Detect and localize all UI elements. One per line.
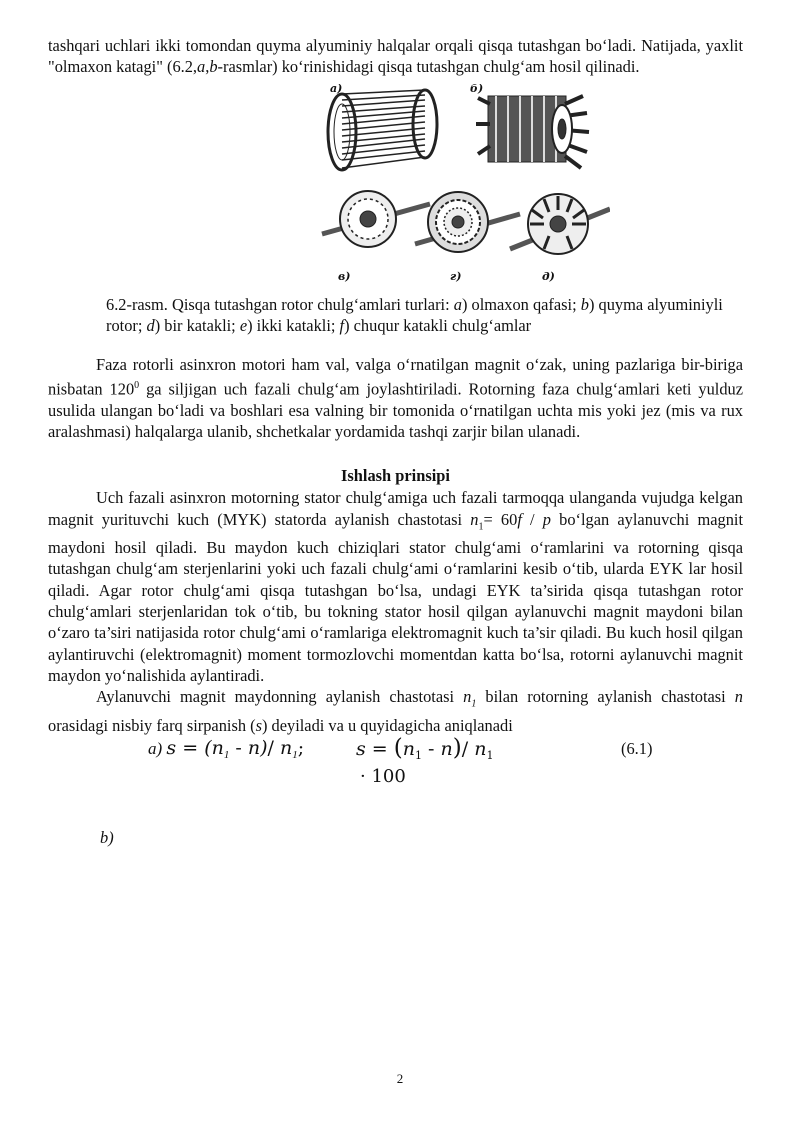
slip-s: s bbox=[255, 715, 262, 735]
intro-ref-a: a bbox=[197, 57, 206, 77]
principle-p: p bbox=[542, 509, 551, 529]
formula-a-eq: = bbox=[176, 737, 205, 760]
formula-a-n1: n bbox=[211, 737, 224, 760]
slip-text-1: Aylanuvchi magnit maydonning aylanish chastotasi bbox=[96, 687, 464, 707]
formula-b-s: s bbox=[356, 738, 366, 761]
formula-a-n: n bbox=[247, 737, 261, 760]
paragraph-slip bbox=[48, 686, 743, 736]
formula-b-multiplier: · 100 bbox=[360, 766, 406, 788]
phase-text-2: ga siljigan uch fazali chulg‘am joylashtiriladi. Rotorning faza chulg‘amlari keti yulduz usulida ulangan bo‘ladi va boshlari esa valning bir tomonida o‘rnatilgan uchta mis yoki jez (mis va rux aralashmasi) halqalarga ulanib, shchetkalar yordamida tashqi zarjir bilan ulanadi. bbox=[48, 379, 743, 441]
phase-text-1: Faza rotorli asinxron motori ham val, valga o‘rnatilgan magnit o‘zak, uning pazlariga bir-biriga nisbatan 120 bbox=[48, 354, 743, 399]
formula-label-a: a) bbox=[148, 739, 163, 759]
formula-a-close: ) bbox=[260, 737, 268, 760]
caption-f: f bbox=[339, 315, 345, 335]
formula-b-open: ( bbox=[393, 735, 403, 762]
formula-a bbox=[148, 738, 304, 766]
formula-a-n1-sub: 1 bbox=[223, 749, 230, 762]
rotor-illustration bbox=[320, 84, 610, 284]
formula-b-slash: / bbox=[461, 738, 475, 761]
formula-6-1 bbox=[48, 735, 743, 804]
formula-a-minus: - bbox=[229, 737, 248, 760]
squirrel-cage-drawing bbox=[328, 90, 437, 170]
formula-a-open: ( bbox=[204, 737, 212, 760]
section-heading: Ishlash prinsipi bbox=[341, 466, 450, 486]
paragraph-phase-rotor bbox=[48, 354, 743, 443]
principle-text-2: = 60 bbox=[483, 509, 518, 529]
formula-label-b: b) bbox=[100, 828, 114, 847]
formula-b bbox=[356, 735, 494, 766]
degree-sup: 0 bbox=[134, 379, 140, 391]
intro-text-2: -rasmlar) ko‘rinishidagi qisqa tutashgan chulg‘am hosil qilinadi. bbox=[217, 57, 640, 77]
intro-sep: , bbox=[205, 57, 210, 77]
page-content bbox=[48, 35, 743, 804]
formula-b-minus: - bbox=[422, 738, 441, 761]
cast-rotor-drawing bbox=[476, 96, 589, 168]
slip-n1: n bbox=[463, 687, 472, 707]
paragraph-intro bbox=[48, 35, 743, 78]
formula-b-close: ) bbox=[452, 735, 462, 762]
formula-b-n1-sub: 1 bbox=[415, 749, 422, 763]
deep-bar-rotor-drawing bbox=[510, 194, 610, 254]
intro-ref-b: b bbox=[209, 57, 218, 77]
paragraph-principle bbox=[48, 487, 743, 686]
figure-label-a: a) bbox=[330, 83, 343, 95]
formula-a-den-sub: 1 bbox=[292, 749, 298, 762]
caption-text-2: ) olmaxon qafasi; bbox=[461, 294, 581, 314]
slip-n1-sub: 1 bbox=[471, 698, 477, 710]
caption-d: d bbox=[146, 315, 155, 335]
formula-a-s: s bbox=[166, 737, 177, 760]
single-cage-rotor-drawing bbox=[322, 191, 430, 247]
principle-n: n bbox=[470, 509, 479, 529]
rotor-figure bbox=[320, 84, 610, 284]
figure-caption bbox=[106, 294, 736, 336]
caption-text-4: ) bir katakli; bbox=[154, 315, 240, 335]
figure-label-b: б) bbox=[470, 83, 484, 95]
formula-b-n: n bbox=[440, 738, 453, 761]
caption-text-5: ) ikki katakli; bbox=[247, 315, 340, 335]
figure-label-g: г) bbox=[450, 269, 462, 283]
slip-text-2: bilan rotorning aylanish chastotasi bbox=[476, 687, 735, 707]
intro-text-1: tashqari uchlari ikki tomondan quyma alyuminiy halqalar orqali qisqa tutashgan bo‘ladi. Natijada, yaxlit "olmaxon katagi" (6.2, bbox=[48, 36, 743, 77]
caption-text-1: 6.2-rasm. Qisqa tutashgan rotor chulg‘amlari turlari: bbox=[106, 294, 454, 314]
formula-b-den-sub: 1 bbox=[486, 749, 494, 763]
figure-label-v: в) bbox=[338, 269, 351, 283]
formula-b-n1: n bbox=[402, 738, 415, 761]
caption-a: a bbox=[453, 294, 462, 314]
caption-e: e bbox=[239, 315, 248, 335]
double-cage-rotor-drawing bbox=[415, 192, 520, 252]
formula-number: (6.1) bbox=[621, 739, 653, 759]
formula-b-den: n bbox=[474, 738, 487, 761]
formula-a-semi: ; bbox=[297, 737, 305, 760]
formula-a-den: n bbox=[279, 737, 293, 760]
principle-n-sub: 1 bbox=[478, 520, 484, 532]
formula-b-eq: = bbox=[365, 738, 394, 761]
principle-text-4: bo‘lgan aylanuvchi magnit maydoni hosil qiladi. Bu maydon kuch chiziqlari stator chulg‘ami o‘ramlarini va rotorning qisqa tutashgan chulg‘am sterjenlarini yoki uch fazali chulg‘ami o‘ramlarini kesib o‘tib, ularda EYK lar hosil qiladi. Agar rotor chulg‘ami qisqa tutashgan bo‘lsa, undagi EYK ta’sirida qisqa tutashgan rotor chulg‘amlari sterjenlaridan tok o‘tib, bu tokning stator hosil qilgan aylanuvchi magnit maydoni bilan o‘zaro ta’siri natijasida rotor chulg‘ami o‘ramlariga elektromagnit kuch ta’sir qiladi. Bu kuch hosil qilgan aylantiruvchi (elektromagnit) moment tormozlovchi momentdan katta bo‘lsa, rotorni aylanuvchi magnit maydon yo‘nalishida aylantiradi. bbox=[48, 509, 744, 685]
principle-text-1: Uch fazali asinxron motorning stator chulg‘amiga uch fazali tarmoqqa ulanganda vujudga kelgan magnit yurituvchi kuch (MYK) statorda aylanish chastotasi bbox=[48, 488, 743, 529]
slip-text-4: ) deyiladi va u quyidagicha aniqlanadi bbox=[261, 715, 513, 735]
principle-text-3: / bbox=[521, 509, 543, 529]
slip-n: n bbox=[734, 687, 743, 707]
caption-text-3: ) quyma alyuminiyli rotor; bbox=[106, 294, 723, 335]
figure-label-d: д) bbox=[542, 269, 555, 283]
caption-b: b bbox=[580, 294, 589, 314]
page-number: 2 bbox=[396, 1071, 404, 1086]
caption-text-6: ) chuqur katakli chulg‘amlar bbox=[344, 315, 532, 335]
slip-text-3: orasidagi nisbiy farq sirpanish ( bbox=[48, 715, 256, 735]
formula-a-slash: / bbox=[267, 737, 280, 760]
principle-f: f bbox=[517, 509, 522, 529]
